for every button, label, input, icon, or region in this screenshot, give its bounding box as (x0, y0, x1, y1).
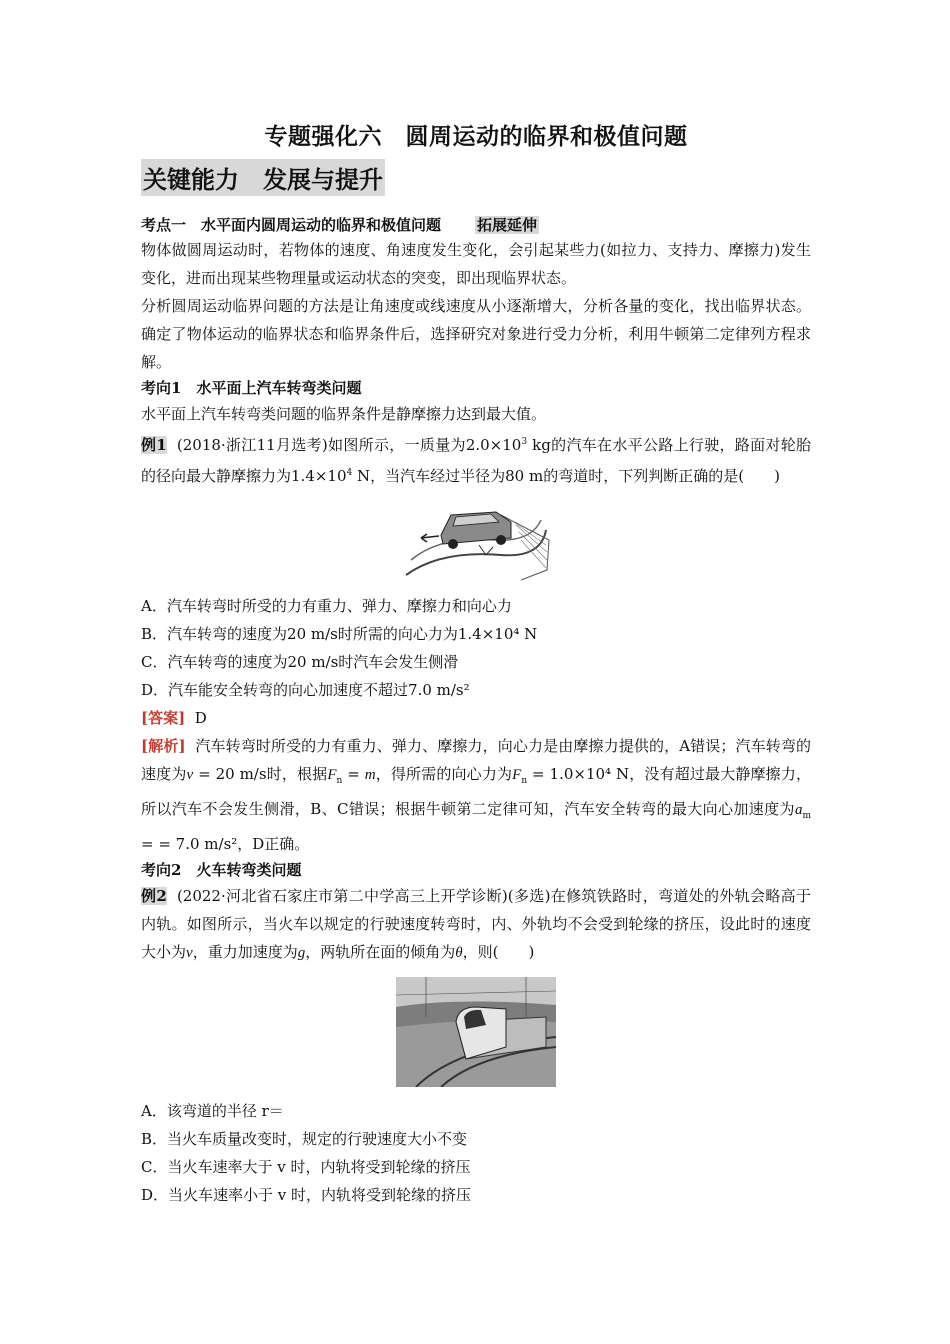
example-2-label: 例2 (141, 887, 167, 905)
example-2-option-a: A．该弯道的半径 r＝ (141, 1102, 284, 1120)
train-curve-figure (396, 977, 556, 1087)
example-1-analysis (141, 732, 811, 858)
kaodian-heading (141, 214, 811, 236)
example-2-v: v (186, 945, 193, 961)
example-2-theta: θ (455, 945, 463, 961)
analysis-eq: = (342, 765, 365, 783)
analysis-part-3: = 20 m/s时，根据 (193, 765, 328, 783)
example-1-exp-a: 3 (521, 437, 528, 447)
example-1-exp-b: 4 (346, 468, 353, 478)
example-1-text-b: kg的汽车在水平公路上行驶，路面对轮胎的径向最大静摩擦力为1.4×10 (141, 436, 812, 485)
example-2-text-d: ，则( ) (462, 943, 535, 961)
analysis-m: m (364, 767, 376, 783)
page-title: 专题强化六 圆周运动的临界和极值问题 (264, 123, 688, 150)
analysis-n: n (336, 776, 343, 786)
example-1-text-a: 如图所示，一质量为2.0×10 (327, 436, 522, 454)
answer-label: [答案] (141, 709, 186, 727)
kaoxiang-1-heading: 考向1 水平面上汽车转弯类问题 (141, 379, 362, 397)
analysis-part-9: = 1.0×10⁴ N，没有超过最大静摩擦力，所以汽车不会发生侧滑，B、C错误；根据牛顿第二定律可知，汽车安全转弯的最大向心加速度为 (141, 765, 811, 818)
analysis-part-12: = = 7.0 m/s²，D正确。 (141, 835, 310, 853)
kaoxiang-2-heading: 考向2 火车转弯类问题 (141, 861, 302, 879)
example-1-source: (2018·浙江11月选考) (176, 436, 328, 454)
example-2-text-b: ，重力加速度为 (192, 943, 298, 961)
example-1-label: 例1 (141, 436, 167, 454)
analysis-F: F (327, 767, 337, 783)
analysis-v: v (186, 767, 194, 783)
section-band-wrap (141, 159, 811, 206)
example-2-source: (2022·河北省石家庄市第二中学高三上开学诊断) (176, 887, 508, 905)
analysis-label: [解析] (141, 737, 186, 755)
document-page (141, 118, 811, 1209)
analysis-m-sub: m (802, 811, 811, 821)
kaodian-tag: 拓展延伸 (477, 216, 538, 234)
example-2-g: g (297, 945, 306, 961)
example-2-option-d: D．当火车速率小于 v 时，内轨将受到轮缘的挤压 (141, 1186, 472, 1204)
example-1-text-c: N，当汽车经过半径为80 m的弯道时，下列判断正确的是( ) (352, 467, 780, 485)
example-2-text-a: (多选)在修筑铁路时，弯道处的外轨会略高于内轨。如图所示，当火车以规定的行驶速度转弯时，内、外轨均不会受到轮缘的挤压，设此时的速度大小为 (141, 887, 811, 961)
example-1-answer (141, 704, 811, 732)
example-1-option-c: C．汽车转弯的速度为20 m/s时汽车会发生侧滑 (141, 653, 459, 671)
intro-paragraph-2: 分析圆周运动临界问题的方法是让角速度或线速度从小逐渐增大，分析各量的变化，找出临界状态。确定了物体运动的临界状态和临界条件后，选择研究对象进行受力分析，利用牛顿第二定律列方程求解。 (141, 297, 811, 371)
analysis-part-1: 汽车转弯时所受的力有重力、弹力、摩擦力，向心力是由摩擦力提供的，A错误；汽车转弯的速度为 (141, 737, 811, 783)
intro-paragraph-1: 物体做圆周运动时，若物体的速度、角速度发生变化，会引起某些力(如拉力、支持力、摩擦力)发生变化，进而出现某些物理量或运动状态的突变，即出现临界状态。 (141, 241, 811, 287)
analysis-F2: F (512, 767, 522, 783)
kaoxiang-1-text: 水平面上汽车转弯类问题的临界条件是静摩擦力达到最大值。 (141, 405, 547, 423)
example-1-option-d: D．汽车能安全转弯的向心加速度不超过7.0 m/s² (141, 681, 470, 699)
section-band: 关键能力 发展与提升 (141, 159, 385, 196)
example-2-option-c: C．当火车速率大于 v 时，内轨将受到轮缘的挤压 (141, 1158, 471, 1176)
example-2-text-c: ，两轨所在面的倾角为 (305, 943, 456, 961)
example-1-stem (141, 428, 811, 490)
analysis-a: a (794, 802, 803, 818)
car-turning-figure (401, 500, 551, 582)
example-2-option-b: B．当火车质量改变时，规定的行驶速度大小不变 (141, 1130, 468, 1148)
example-1-option-b: B．汽车转弯的速度为20 m/s时所需的向心力为1.4×10⁴ N (141, 625, 538, 643)
kaodian-label: 考点一 水平面内圆周运动的临界和极值问题 (141, 216, 442, 234)
example-1-option-a: A．汽车转弯时所受的力有重力、弹力、摩擦力和向心力 (141, 597, 512, 615)
answer-value: D (194, 709, 207, 727)
analysis-part-8: ，得所需的向心力为 (375, 765, 513, 783)
analysis-n2: n (521, 776, 528, 786)
example-2-stem (141, 882, 811, 967)
